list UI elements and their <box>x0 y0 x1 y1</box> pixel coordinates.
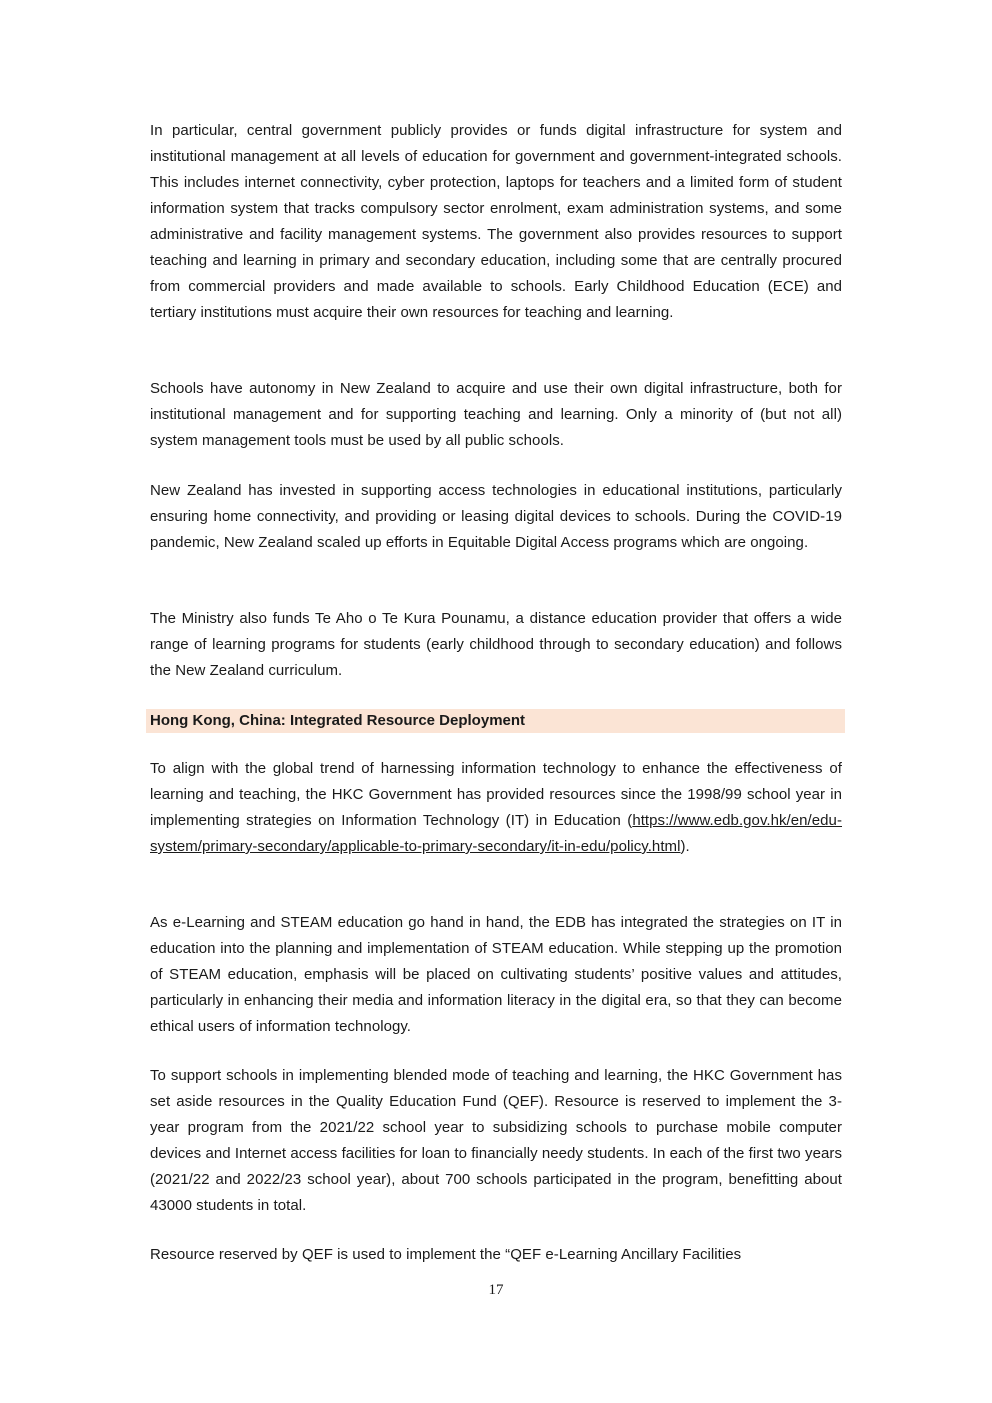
page-number: 17 <box>488 1282 504 1298</box>
paragraph-nz-central-infrastructure: In particular, central government publicly provides or funds digital infrastructure for system and institutional management at all levels of education for government and government-integrated schools. This includes internet connectivity, cyber protection, laptops for teachers and a limited form of student information system that tracks compulsory sector enrolment, exam administration systems, and some administrative and facility management systems. The government also provides resources to support teaching and learning in primary and secondary education, including some that are centrally procured from commercial providers and made available to schools. Early Childhood Education (ECE) and tertiary institutions must acquire their own resources for teaching and learning. <box>150 122 842 321</box>
paragraph-text: ). <box>680 838 690 855</box>
section-heading-hong-kong: Hong Kong, China: Integrated Resource Deployment <box>146 709 845 733</box>
policy-link[interactable]: https://www.edb.gov.hk/en/edu-system/primary-secondary/applicable-to-primary-secondary/it-in-edu/policy.html <box>150 812 842 855</box>
paragraph-nz-distance-education: The Ministry also funds Te Aho o Te Kura Pounamu, a distance education provider that offers a wide range of learning programs for students (early childhood through to secondary education) and follows the New Zealand curriculum. <box>150 610 842 679</box>
paragraph-hkc-qef-resources: To support schools in implementing blended mode of teaching and learning, the HKC Government has set aside resources in the Quality Education Fund (QEF). Resource is reserved to implement the 3-year program from the 2021/22 school year to subsidizing schools to purchase mobile computer devices and Internet access facilities for loan to financially needy students. In each of the first two years (2021/22 and 2022/23 school year), about 700 schools participated in the program, benefitting about 43000 students in total. <box>150 1067 842 1214</box>
paragraph-nz-school-autonomy: Schools have autonomy in New Zealand to acquire and use their own digital infrastructure, both for institutional management and for supporting teaching and learning. Only a minority of (but not all) system management tools must be used by all public schools. <box>150 380 842 449</box>
paragraph-text: To align with the global trend of harnessing information technology to enhance the effectiveness of learning and teaching, the HKC Government has provided resources since the 1998/99 school year in implementing strategies on Information Technology (IT) in Education ( <box>150 760 842 829</box>
paragraph-hkc-steam-education: As e-Learning and STEAM education go hand in hand, the EDB has integrated the strategies on IT in education into the planning and implementation of STEAM education. While stepping up the promotion of STEAM education, emphasis will be placed on cultivating students’ positive values and attitudes, particularly in enhancing their media and information literacy in the digital era, so that they can become ethical users of information technology. <box>150 914 842 1035</box>
paragraph-hkc-qef-ancillary: Resource reserved by QEF is used to implement the “QEF e-Learning Ancillary Facilities <box>150 1246 742 1263</box>
paragraph-hkc-it-in-education <box>150 756 842 860</box>
paragraph-nz-access-technologies: New Zealand has invested in supporting access technologies in educational institutions, particularly ensuring home connectivity, and providing or leasing digital devices to schools. During the COVID-19 pandemic, New Zealand scaled up efforts in Equitable Digital Access programs which are ongoing. <box>150 482 842 551</box>
